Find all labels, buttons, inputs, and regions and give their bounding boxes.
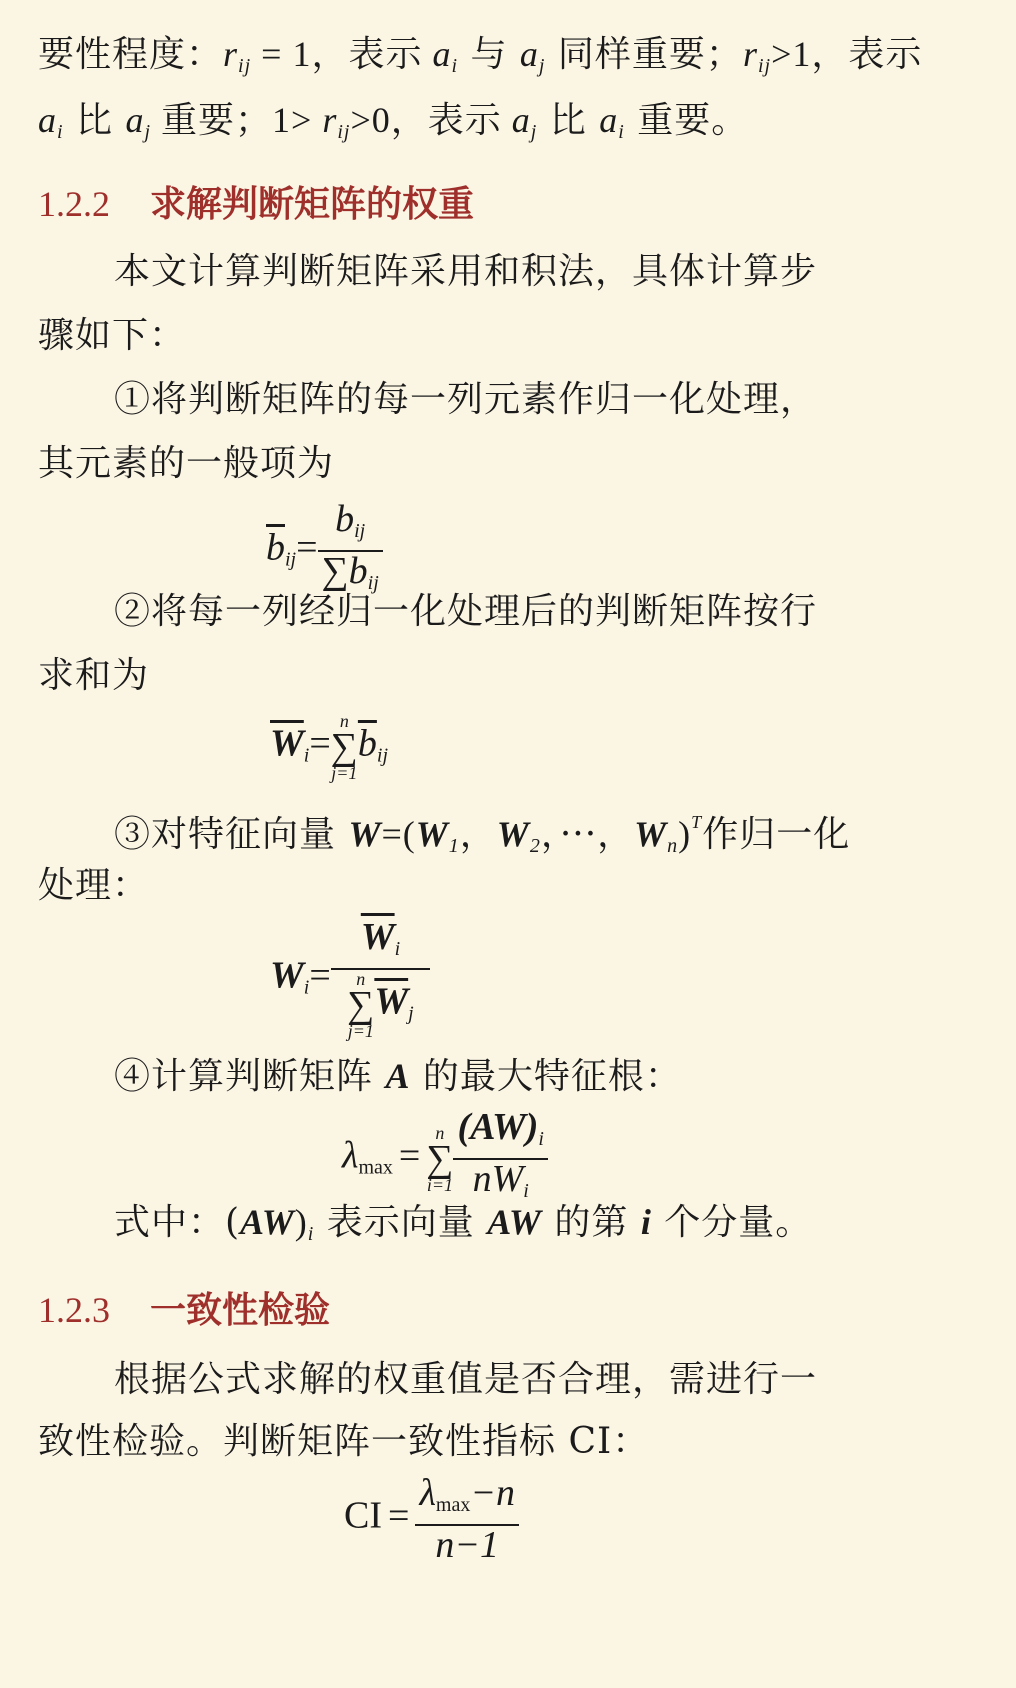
sum-symbol: ∑ bbox=[426, 1138, 454, 1180]
para-top-line1 bbox=[38, 32, 923, 88]
subscript: 1 bbox=[448, 835, 460, 857]
var-a: a bbox=[519, 34, 539, 74]
subscript: j bbox=[408, 1002, 414, 1025]
var-a: a bbox=[125, 100, 145, 140]
equals-sign: = bbox=[388, 1494, 410, 1537]
step1-line2: 其元素的一般项为 bbox=[38, 443, 335, 484]
var-r: r bbox=[742, 34, 758, 74]
var-a: a bbox=[511, 100, 531, 140]
var-a: a bbox=[38, 100, 57, 140]
para-steps-intro-line2: 骤如下： bbox=[38, 315, 187, 356]
subscript: max bbox=[358, 1156, 393, 1179]
text: >0，表示 bbox=[350, 100, 512, 140]
section-heading-1-2-3 bbox=[38, 1288, 330, 1332]
subscript: 2 bbox=[529, 835, 541, 857]
formula-ci bbox=[344, 1474, 519, 1564]
fraction bbox=[331, 918, 430, 1040]
formula-normalize bbox=[266, 500, 383, 602]
step2-line1: ②将每一列经归一化处理后的判断矩阵按行 bbox=[114, 591, 818, 632]
var-n: n bbox=[472, 1158, 492, 1200]
subscript: ij bbox=[367, 572, 379, 594]
superscript: T bbox=[691, 812, 703, 832]
numerator bbox=[453, 1108, 548, 1160]
sum-upper-limit: n bbox=[356, 969, 366, 989]
subscript: i bbox=[303, 976, 310, 999]
var-W: W bbox=[491, 1158, 524, 1200]
var-b: b bbox=[348, 550, 368, 592]
formula-normalize-vector bbox=[270, 918, 430, 1040]
subscript: j bbox=[530, 121, 538, 143]
subscript: ij bbox=[337, 121, 351, 143]
section-heading-1-2-2 bbox=[38, 182, 474, 226]
sum-lower-limit: i=1 bbox=[426, 1175, 453, 1195]
text: 与 bbox=[458, 34, 520, 75]
subscript: n bbox=[667, 835, 679, 857]
text: 作归一化 bbox=[702, 814, 851, 855]
section-title: 一致性检验 bbox=[150, 1289, 331, 1331]
var-W-bar: $\overline{W}$ bbox=[360, 916, 395, 958]
subscript: i bbox=[538, 1128, 544, 1150]
para-consistency-line1: 根据公式求解的权重值是否合理，需进行一 bbox=[114, 1359, 818, 1400]
text: = 1，表示 bbox=[251, 34, 433, 74]
step2-line2: 求和为 bbox=[38, 655, 150, 696]
subscript: i bbox=[303, 744, 310, 767]
denominator bbox=[331, 970, 430, 1040]
numerator bbox=[318, 500, 383, 552]
equals-sign: = bbox=[398, 1134, 421, 1177]
var-i: i bbox=[640, 1202, 652, 1242]
sum-symbol: ∑ bbox=[330, 726, 358, 768]
summation bbox=[426, 1124, 453, 1194]
sum-upper-limit: n bbox=[339, 711, 349, 731]
formula-lambda-max bbox=[342, 1108, 548, 1210]
var-b: b bbox=[335, 498, 355, 540]
var-r: r bbox=[223, 34, 239, 74]
text: >1，表示 bbox=[771, 34, 923, 74]
var-W: W bbox=[634, 814, 668, 854]
section-number: 1.2.3 bbox=[38, 1290, 110, 1330]
subscript: i bbox=[307, 1223, 315, 1245]
var-lambda: λ bbox=[342, 1134, 359, 1177]
subscript: i bbox=[57, 121, 64, 143]
sum-symbol: ∑ bbox=[321, 550, 349, 592]
var-a: a bbox=[599, 100, 619, 140]
para-steps-intro-line1: 本文计算判断矩阵采用和积法，具体计算步 bbox=[114, 251, 818, 292]
var-A: A bbox=[385, 1056, 411, 1096]
formula-row-sum bbox=[270, 712, 388, 782]
step3-line2: 处理： bbox=[38, 865, 150, 906]
text: 同样重要； bbox=[545, 34, 743, 75]
sum-lower-limit: j=1 bbox=[347, 1021, 374, 1041]
var-W: W bbox=[415, 814, 449, 854]
text: 重要；1> bbox=[151, 100, 323, 140]
var-AW: AW bbox=[487, 1202, 542, 1242]
denominator bbox=[415, 1526, 519, 1564]
var-lambda: λ bbox=[419, 1472, 436, 1514]
step4-line1 bbox=[114, 1054, 984, 1099]
text: ，···， bbox=[540, 814, 635, 855]
sum-lower-limit: j=1 bbox=[331, 763, 358, 783]
var-W: W bbox=[270, 954, 304, 997]
subscript: ij bbox=[238, 55, 252, 77]
fraction bbox=[453, 1108, 548, 1210]
var-W: W bbox=[496, 814, 530, 854]
formula-note bbox=[114, 1200, 984, 1256]
subscript: i bbox=[451, 55, 459, 77]
equals-sign: = bbox=[309, 722, 331, 765]
var-W-bar: $\overline{W}$ bbox=[374, 980, 409, 1023]
var-AW: (AW) bbox=[457, 1106, 539, 1148]
step3-line1 bbox=[114, 800, 984, 868]
subscript: ij bbox=[757, 55, 772, 77]
text: ， bbox=[459, 814, 497, 855]
var-b-bar: $\overline{b}$ bbox=[357, 722, 377, 765]
subscript: j bbox=[144, 121, 152, 143]
text: 的第 bbox=[541, 1202, 641, 1243]
text: 的最大特征根： bbox=[410, 1056, 682, 1097]
summation bbox=[331, 712, 358, 782]
minus-n: −n bbox=[470, 1472, 515, 1514]
subscript: ij bbox=[376, 744, 389, 767]
numerator bbox=[331, 918, 430, 970]
para-consistency-line2: 致性检验。判断矩阵一致性指标 CI： bbox=[38, 1421, 650, 1462]
var-AW: AW bbox=[240, 1202, 295, 1242]
text: 个分量。 bbox=[651, 1202, 813, 1243]
text: =( bbox=[381, 814, 416, 854]
ci-label: CI bbox=[344, 1494, 382, 1537]
sum-symbol: ∑ bbox=[347, 984, 375, 1026]
summation bbox=[347, 970, 374, 1040]
var-b-bar: $\overline{b}$ bbox=[266, 526, 285, 569]
subscript: j bbox=[538, 55, 546, 77]
text: ④计算判断矩阵 bbox=[114, 1056, 386, 1097]
text: ) bbox=[678, 814, 692, 854]
text: 比 bbox=[63, 100, 126, 141]
var-W: W bbox=[348, 814, 382, 854]
fraction bbox=[318, 500, 383, 602]
equals-sign: = bbox=[309, 954, 331, 997]
var-a: a bbox=[432, 34, 452, 74]
text: 式中：( bbox=[114, 1202, 241, 1243]
text: 比 bbox=[537, 100, 600, 141]
var-W-bar: $\overline{W}$ bbox=[270, 722, 304, 765]
text: ) bbox=[294, 1202, 308, 1242]
text: ③对特征向量 bbox=[114, 814, 349, 855]
sum-upper-limit: n bbox=[435, 1123, 445, 1143]
text: 重要。 bbox=[624, 100, 749, 141]
n-minus-1: n−1 bbox=[435, 1524, 500, 1566]
subscript: i bbox=[523, 1180, 529, 1202]
text: 表示向量 bbox=[314, 1202, 488, 1243]
step1-line1: ①将判断矩阵的每一列元素作归一化处理， bbox=[114, 379, 818, 420]
subscript: ij bbox=[285, 548, 297, 571]
subscript: i bbox=[618, 121, 625, 143]
section-title: 求解判断矩阵的权重 bbox=[150, 183, 475, 225]
section-number: 1.2.2 bbox=[38, 184, 110, 224]
subscript: ij bbox=[354, 520, 366, 542]
var-r: r bbox=[322, 100, 338, 140]
subscript: max bbox=[435, 1494, 471, 1516]
equals-sign: = bbox=[296, 526, 318, 569]
numerator bbox=[415, 1474, 519, 1526]
subscript: i bbox=[394, 938, 401, 960]
fraction bbox=[415, 1474, 519, 1564]
text: 要性程度： bbox=[38, 34, 224, 75]
para-top-line2 bbox=[38, 98, 908, 154]
